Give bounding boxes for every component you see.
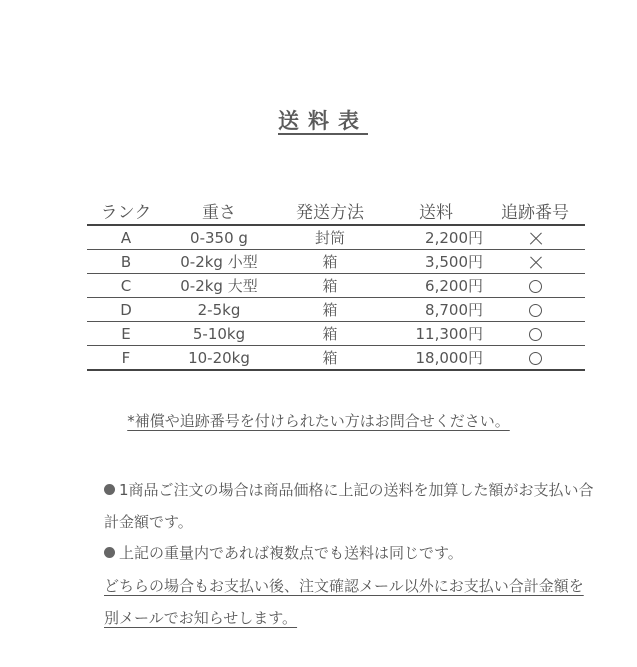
- cross-mark-icon: [529, 232, 542, 245]
- cell-fee: 2,200円: [387, 225, 485, 250]
- circle-mark-icon: [529, 280, 542, 293]
- tracking-note-text: *補償や追跡番号を付けられたい方はお問合せください。: [127, 412, 510, 430]
- cell-fee: 3,500円: [387, 250, 485, 274]
- cell-method: 箱: [273, 250, 387, 274]
- table-row: [87, 298, 585, 322]
- table-row: [87, 250, 585, 274]
- circle-mark-icon: [529, 304, 542, 317]
- paragraph-notification: [104, 570, 594, 634]
- cell-method: 封筒: [273, 225, 387, 250]
- table-row: [87, 274, 585, 298]
- cell-weight: 10-20kg: [165, 346, 273, 371]
- cell-method: 箱: [273, 346, 387, 371]
- paragraph-single-item: [104, 474, 594, 538]
- cell-rank: E: [87, 322, 165, 346]
- header-weight: 重さ: [165, 196, 273, 225]
- bullet-icon: [104, 547, 115, 558]
- cell-fee: 6,200円: [387, 274, 485, 298]
- cell-method: 箱: [273, 274, 387, 298]
- table-row: [87, 346, 585, 371]
- shipping-fee-table: [87, 196, 585, 371]
- cell-tracking: [485, 225, 585, 250]
- cell-rank: C: [87, 274, 165, 298]
- paragraph-single-item-text: 1商品ご注文の場合は商品価格に上記の送料を加算した額がお支払い合計金額です。: [104, 481, 594, 531]
- cell-rank: F: [87, 346, 165, 371]
- table-row: [87, 322, 585, 346]
- circle-mark-icon: [529, 328, 542, 341]
- circle-mark-icon: [529, 352, 542, 365]
- paragraph-multiple-items: [104, 537, 594, 569]
- cell-weight: 2-5kg: [165, 298, 273, 322]
- header-fee: 送料: [387, 196, 485, 225]
- cell-method: 箱: [273, 298, 387, 322]
- table-row: [87, 225, 585, 250]
- cell-fee: 18,000円: [387, 346, 485, 371]
- tracking-note: [0, 410, 637, 431]
- cell-rank: A: [87, 225, 165, 250]
- header-tracking: 追跡番号: [485, 196, 585, 225]
- header-rank: ランク: [87, 196, 165, 225]
- cell-weight: 0-2kg 小型: [165, 250, 273, 274]
- paragraph-notification-text: どちらの場合もお支払い後、注文確認メール以外にお支払い合計金額を別メールでお知らせします。: [104, 577, 584, 627]
- cell-fee: 8,700円: [387, 298, 485, 322]
- page-title-text: 送料表: [278, 109, 368, 133]
- cell-tracking: [485, 274, 585, 298]
- table-header-row: [87, 196, 585, 225]
- header-method: 発送方法: [273, 196, 387, 225]
- cell-method: 箱: [273, 322, 387, 346]
- paragraph-multiple-items-text: 上記の重量内であれば複数点でも送料は同じです。: [119, 544, 463, 562]
- cross-mark-icon: [529, 256, 542, 269]
- bullet-icon: [104, 484, 115, 495]
- cell-tracking: [485, 298, 585, 322]
- cell-weight: 0-350 g: [165, 225, 273, 250]
- cell-weight: 0-2kg 大型: [165, 274, 273, 298]
- cell-fee: 11,300円: [387, 322, 485, 346]
- page-title: [0, 105, 637, 135]
- cell-tracking: [485, 346, 585, 371]
- cell-rank: B: [87, 250, 165, 274]
- cell-tracking: [485, 322, 585, 346]
- cell-weight: 5-10kg: [165, 322, 273, 346]
- cell-rank: D: [87, 298, 165, 322]
- cell-tracking: [485, 250, 585, 274]
